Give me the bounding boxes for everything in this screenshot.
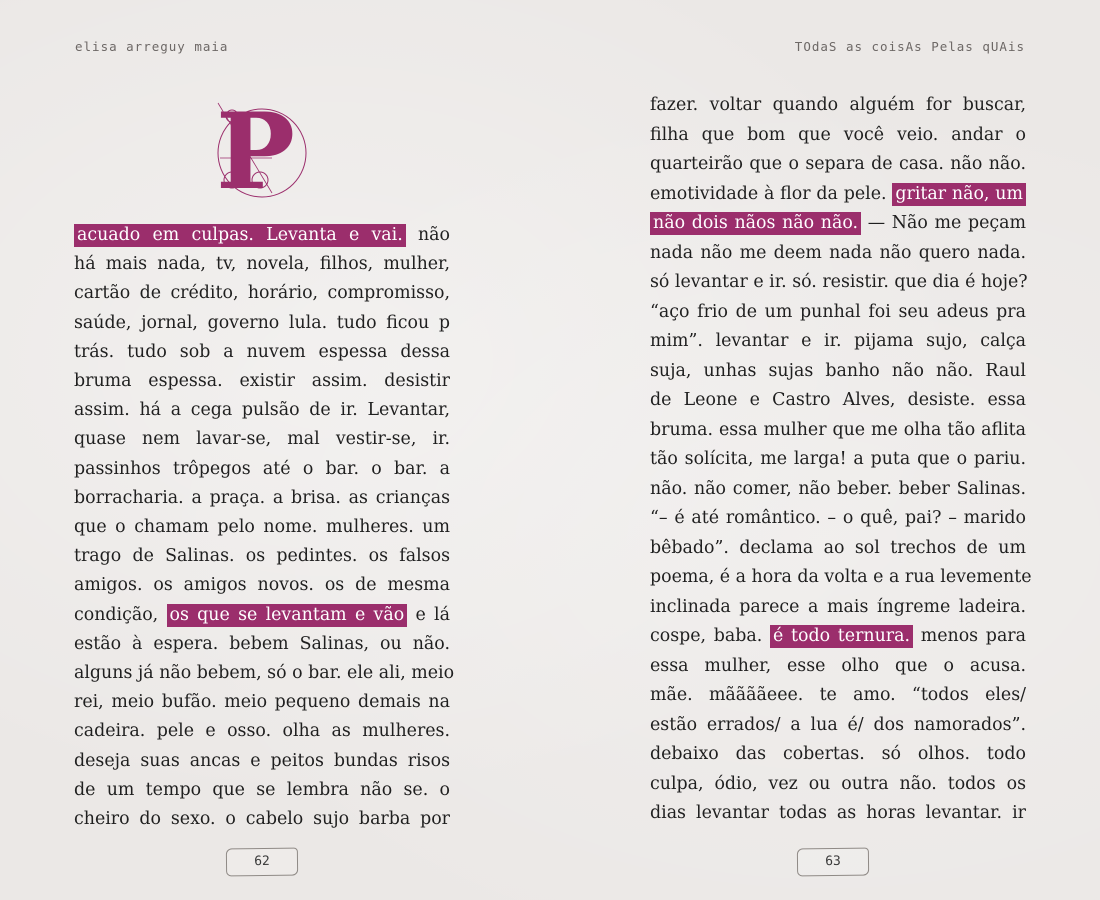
text-segment: e lá: [407, 604, 450, 625]
dropcap-letter: P: [216, 98, 295, 198]
text-segment: trás. tudo sob a nuvem espessa dessa: [74, 341, 450, 362]
text-segment: condição,: [74, 604, 167, 625]
text-line: [650, 566, 1032, 588]
highlighted-passage: não dois nãos não não.: [650, 212, 861, 235]
text-line: [650, 360, 1026, 382]
text-line: [650, 330, 1026, 352]
text-line: [74, 253, 450, 275]
text-segment: cadeira. pele e osso. olha as mulheres.: [74, 721, 450, 742]
text-segment: poema, é a hora da volta e a rua levemente: [650, 567, 1032, 587]
text-segment: suja, unhas sujas banho não não. Raul: [650, 360, 1026, 381]
page-number-right: 63: [797, 848, 869, 877]
text-line: [650, 183, 1026, 205]
text-line: [650, 714, 1026, 736]
text-segment: borracharia. a praça. a brisa. as crianças: [74, 487, 450, 508]
text-line: [650, 537, 1026, 559]
text-segment: deseja suas ancas e peitos bundas risos: [74, 750, 450, 771]
text-segment: fazer. voltar quando alguém for buscar,: [650, 95, 1026, 115]
text-line: [74, 662, 455, 684]
text-segment: tão solícita, me larga! a puta que o pariu.: [650, 449, 1026, 469]
text-segment: bruma. essa mulher que me olha tão aflita: [650, 419, 1026, 440]
text-segment: de Leone e Castro Alves, desiste. essa: [650, 390, 1026, 410]
text-segment: emotividade à flor da pele.: [650, 183, 893, 204]
text-segment: dias levantar todas as horas levantar. ir: [650, 803, 1026, 823]
text-segment: que o chamam pelo nome. mulheres. um: [74, 517, 450, 537]
text-line: [650, 153, 1026, 175]
page-number-left: 62: [226, 848, 298, 877]
text-line: [74, 691, 450, 713]
text-segment: nada não me deem nada não quero nada.: [650, 242, 1026, 263]
text-line: [650, 802, 1026, 824]
text-line: [650, 773, 1026, 795]
text-line: [74, 370, 450, 392]
text-segment: — Não me peçam: [861, 213, 1026, 233]
running-head-title: TOdaS as coisAs Pelas qUAis: [794, 39, 1025, 54]
text-segment: quase nem lavar-se, mal vestir-se, ir.: [74, 429, 450, 450]
text-segment: passinhos trôpegos até o bar. o bar. a: [74, 458, 450, 479]
text-segment: só levantar e ir. só. resistir. que dia é hoje?: [650, 272, 1028, 292]
text-line: [650, 389, 1026, 411]
text-segment: há mais nada, tv, novela, filhos, mulher,: [74, 254, 450, 275]
text-segment: trago de Salinas. os pedintes. os falsos: [74, 546, 450, 567]
text-line: [74, 516, 450, 538]
text-line: [74, 574, 450, 596]
text-segment: rei, meio bufão. meio pequeno demais na: [74, 692, 450, 713]
text-segment: menos para: [913, 626, 1026, 646]
text-line: [650, 212, 1026, 234]
text-line: [74, 779, 450, 801]
highlighted-passage: gritar não, um: [892, 183, 1026, 206]
text-line: [74, 428, 450, 450]
text-line: [74, 341, 450, 363]
text-segment: culpa, ódio, vez ou outra não. todos os: [650, 773, 1026, 794]
text-segment: assim. há a cega pulsão de ir. Levantar,: [74, 400, 450, 421]
text-segment: bêbado”. declama ao sol trechos de um: [650, 537, 1026, 558]
text-line: [74, 487, 450, 509]
text-segment: mim”. levantar e ir. pijama sujo, calça: [650, 331, 1026, 351]
text-segment: estão à espera. bebem Salinas, ou não.: [74, 633, 450, 654]
dropcap-ornament-icon: [212, 98, 312, 198]
text-segment: estão errados/ a lua é/ dos namorados”.: [650, 714, 1026, 735]
text-segment: de um tempo que se lembra não se. o: [74, 779, 450, 800]
text-segment: não. não comer, não beber. beber Salinas.: [650, 478, 1026, 499]
text-line: [650, 507, 1026, 529]
text-segment: cospe, baba.: [650, 626, 771, 646]
text-line: [650, 596, 1026, 618]
text-segment: debaixo das cobertas. só olhos. todo: [650, 744, 1026, 764]
text-line: [74, 720, 450, 742]
highlighted-passage: é todo ternura.: [770, 625, 913, 648]
text-line: [74, 633, 450, 655]
text-line: [74, 224, 450, 246]
text-segment: quarteirão que o separa de casa. não não.: [650, 154, 1026, 174]
text-line: [650, 478, 1026, 500]
text-line: [650, 124, 1026, 146]
text-segment: “aço frio de um punhal foi seu adeus pra: [650, 301, 1026, 322]
text-line: [650, 684, 1026, 706]
text-line: [650, 271, 1026, 293]
text-segment: alguns já não bebem, só o bar. ele ali, meio: [74, 663, 455, 683]
text-segment: mãe. mããããeee. te amo. “todos eles/: [650, 685, 1026, 705]
text-segment: inclinada parece a mais íngreme ladeira.: [650, 596, 1026, 617]
text-line: [74, 399, 450, 421]
text-line: [650, 625, 1026, 647]
text-line: [74, 808, 450, 830]
text-segment: filha que bom que você veio. andar o: [650, 124, 1026, 145]
text-line: [74, 282, 450, 304]
text-segment: bruma espessa. existir assim. desistir: [74, 371, 450, 391]
text-segment: “– é até romântico. – o quê, pai? – marido: [650, 508, 1026, 528]
text-segment: saúde, jornal, governo lula. tudo ficou p: [74, 312, 450, 333]
text-line: [650, 448, 1026, 470]
text-segment: cartão de crédito, horário, compromisso,: [74, 283, 450, 304]
running-head-author: elisa arreguy maia: [75, 39, 229, 54]
text-line: [650, 242, 1026, 264]
text-segment: amigos. os amigos novos. os de mesma: [74, 575, 450, 596]
text-segment: cheiro do sexo. o cabelo sujo barba por: [74, 809, 450, 829]
highlighted-passage: acuado em culpas. Levanta e vai.: [74, 224, 406, 247]
highlighted-passage: os que se levantam e vão: [167, 604, 408, 627]
text-line: [74, 312, 450, 334]
text-segment: não: [405, 225, 450, 245]
text-segment: essa mulher, esse olho que o acusa.: [650, 655, 1026, 676]
text-line: [650, 301, 1026, 323]
text-line: [650, 743, 1026, 765]
text-line: [650, 655, 1026, 677]
text-line: [650, 94, 1026, 116]
text-line: [74, 458, 450, 480]
text-line: [650, 419, 1026, 441]
text-line: [74, 545, 450, 567]
text-line: [74, 750, 450, 772]
text-line: [74, 604, 450, 626]
